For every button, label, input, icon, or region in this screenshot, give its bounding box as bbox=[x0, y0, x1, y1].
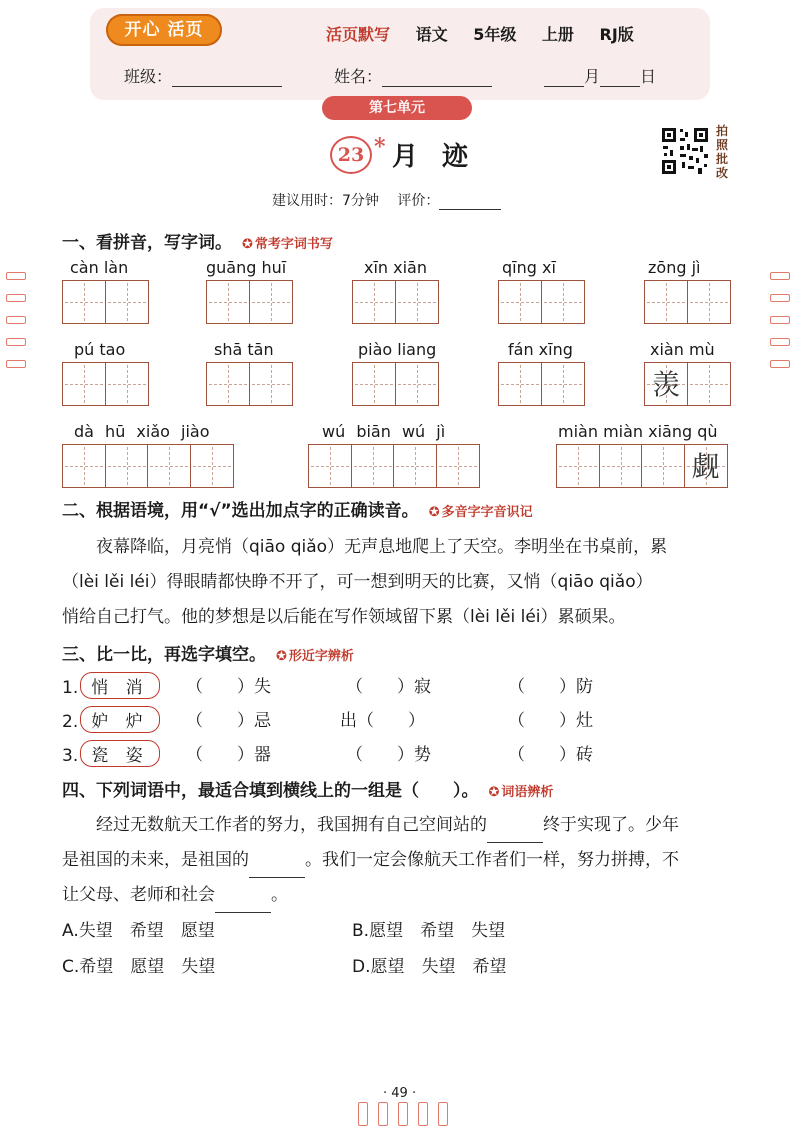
month-blank[interactable] bbox=[544, 70, 584, 87]
fill-blank[interactable]: （ ）器 bbox=[186, 745, 271, 765]
section2-passage bbox=[62, 530, 742, 635]
fill-blank[interactable]: （ ）失 bbox=[186, 677, 271, 697]
class-blank[interactable] bbox=[172, 70, 282, 87]
char-boxes[interactable] bbox=[352, 280, 439, 324]
section2-heading: 二、根据语境，用“√”选出加点字的正确读音。✪ 多音字字音识记 bbox=[62, 496, 533, 521]
char-pair-1: 1. 悄 消 bbox=[62, 672, 160, 699]
page-number: · 49 · bbox=[383, 1086, 417, 1101]
answer-blank[interactable] bbox=[249, 861, 305, 878]
pinyin: zōng jì bbox=[648, 258, 701, 277]
char-boxes[interactable] bbox=[498, 280, 585, 324]
section4-tag: ✪ 词语辨析 bbox=[489, 785, 554, 800]
char-boxes[interactable] bbox=[206, 280, 293, 324]
option-a[interactable]: A.失望 希望 愿望 bbox=[62, 921, 215, 941]
pinyin: xīn xiān bbox=[364, 258, 427, 277]
char-pair-2: 2. 妒 炉 bbox=[62, 706, 160, 733]
pinyin: piào liang bbox=[358, 340, 437, 359]
pinyin: dà hū xiǎo jiào bbox=[74, 422, 210, 441]
lesson-name: 月迹 bbox=[392, 142, 493, 172]
section3-heading: 三、比一比，再选字填空。✪ 形近字辨析 bbox=[62, 640, 354, 665]
pinyin: xiàn mù bbox=[650, 340, 715, 359]
answer-blank[interactable] bbox=[215, 896, 271, 913]
option-d[interactable]: D.愿望 失望 希望 bbox=[352, 957, 507, 977]
class-field: 班级： bbox=[124, 64, 282, 87]
char-boxes[interactable] bbox=[644, 362, 731, 406]
passage-line: 夜幕降临，月亮悄（qiāo qiǎo）无声息地爬上了天空。李明坐在书桌前，累 bbox=[96, 537, 668, 557]
grade: 5年级 bbox=[473, 25, 517, 44]
section4-heading: 四、下列词语中，最适合填到横线上的一组是（ ）。✪ 词语辨析 bbox=[62, 776, 553, 801]
char-boxes[interactable] bbox=[498, 362, 585, 406]
fill-blank[interactable]: （ ）寂 bbox=[346, 677, 431, 697]
lesson-star: * bbox=[374, 134, 386, 160]
char-boxes[interactable] bbox=[352, 362, 439, 406]
given-char: 觑 bbox=[691, 450, 720, 483]
char-boxes[interactable] bbox=[206, 362, 293, 406]
series-name: 活页默写 bbox=[326, 25, 391, 44]
right-binding-marks bbox=[770, 272, 790, 382]
volume: 上册 bbox=[541, 25, 574, 44]
char-boxes[interactable] bbox=[62, 362, 149, 406]
fill-blank[interactable]: 出（ ） bbox=[340, 711, 425, 731]
section3-tag: ✪ 形近字辨析 bbox=[276, 649, 354, 664]
suggested-time: 建议用时：7分钟 评价： bbox=[272, 190, 501, 210]
pinyin: shā tān bbox=[214, 340, 274, 359]
given-char: 羡 bbox=[651, 368, 680, 401]
char-pair-3: 3. 瓷 姿 bbox=[62, 740, 160, 767]
name-field: 姓名： bbox=[334, 64, 492, 87]
pinyin: càn làn bbox=[70, 258, 129, 277]
pinyin: qīng xī bbox=[502, 258, 556, 277]
subject: 语文 bbox=[415, 25, 448, 44]
day-blank[interactable] bbox=[600, 70, 640, 87]
char-boxes[interactable] bbox=[308, 444, 480, 488]
date-field: 月 日 bbox=[544, 64, 656, 87]
section2-tag: ✪ 多音字字音识记 bbox=[429, 505, 533, 520]
fill-blank[interactable]: （ ）势 bbox=[346, 745, 431, 765]
pinyin: guāng huī bbox=[206, 258, 287, 277]
pinyin: fán xīng bbox=[508, 340, 573, 359]
answer-blank[interactable] bbox=[487, 826, 543, 843]
qr-label: 拍照批改 bbox=[716, 124, 729, 180]
char-boxes[interactable] bbox=[644, 280, 731, 324]
char-boxes[interactable] bbox=[62, 280, 149, 324]
edition: RJ版 bbox=[599, 25, 634, 44]
evaluation-blank[interactable] bbox=[439, 193, 501, 210]
bottom-binding-marks bbox=[358, 1102, 458, 1126]
passage-line: 悄给自己打气。他的梦想是以后能在写作领域留下累（lèi lěi léi）累硕果。 bbox=[62, 607, 626, 627]
option-c[interactable]: C.希望 愿望 失望 bbox=[62, 957, 216, 977]
option-b[interactable]: B.愿望 希望 失望 bbox=[352, 921, 506, 941]
char-boxes[interactable] bbox=[62, 444, 234, 488]
fill-blank[interactable]: （ ）灶 bbox=[508, 711, 593, 731]
lesson-number: 23 bbox=[330, 136, 372, 174]
unit-badge: 第七单元 bbox=[322, 96, 472, 120]
char-boxes[interactable] bbox=[556, 444, 728, 488]
fill-blank[interactable]: （ ）砖 bbox=[508, 745, 593, 765]
pinyin: miàn miàn xiāng qù bbox=[558, 422, 718, 441]
section1-tag: ✪ 常考字词书写 bbox=[242, 237, 333, 252]
book-info bbox=[326, 22, 654, 45]
section1-heading: 一、看拼音，写字词。✪ 常考字词书写 bbox=[62, 228, 333, 253]
name-blank[interactable] bbox=[382, 70, 492, 87]
passage-line: （lèi lěi léi）得眼睛都快睁不开了，可一想到明天的比赛，又悄（qiāo qiǎo） bbox=[62, 572, 653, 592]
fill-blank[interactable]: （ ）忌 bbox=[186, 711, 271, 731]
section4-passage: 经过无数航天工作者的努力，我国拥有自己空间站的 终于实现了。少年 是祖国的未来，是祖国的 。我们一定会像航天工作者们一样，努力拼搏，不 让父母、老师和社会 。 bbox=[62, 808, 742, 913]
pinyin: pú tao bbox=[74, 340, 126, 359]
fill-blank[interactable]: （ ）防 bbox=[508, 677, 593, 697]
qr-code-icon[interactable] bbox=[660, 126, 710, 176]
brand-logo: 开心 活页 bbox=[106, 14, 222, 46]
pinyin: wú biān wú jì bbox=[322, 422, 446, 441]
left-binding-marks bbox=[6, 272, 26, 382]
